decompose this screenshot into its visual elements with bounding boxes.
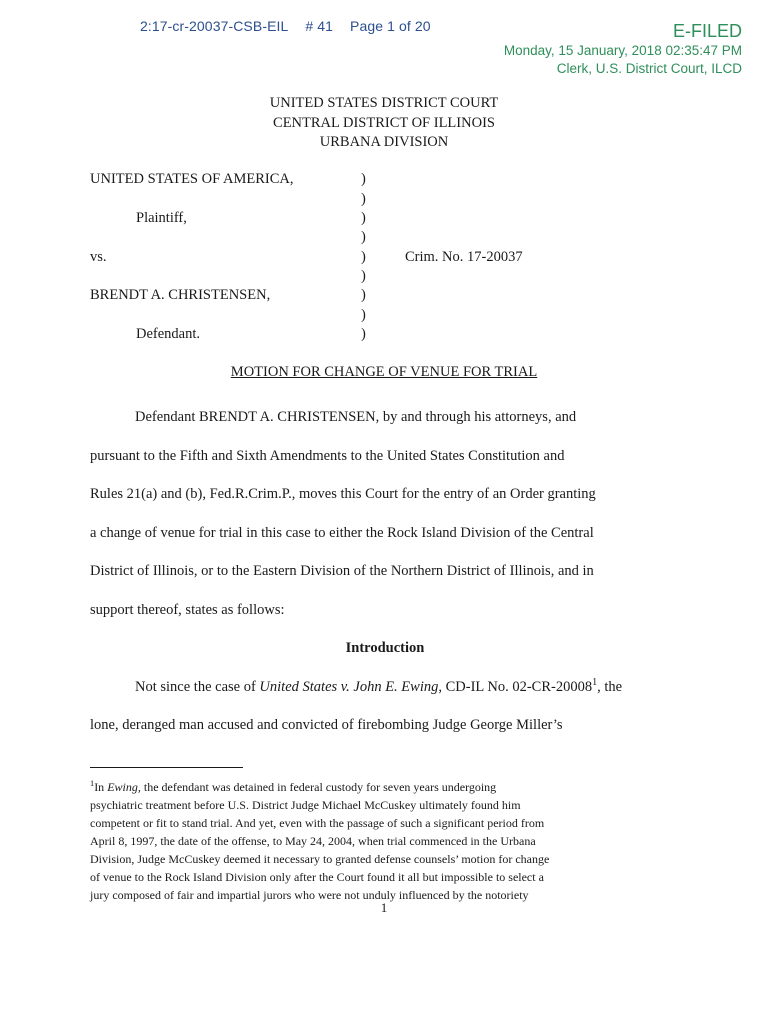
footnote-line: of venue to the Rock Island Division only after the Court found it all but impossible to select a xyxy=(90,870,544,884)
footnote-line: competent or fit to stand trial. And yet, even with the passage of such a significant period from xyxy=(90,816,545,830)
caption-paren: ) xyxy=(361,307,366,323)
plaintiff-role: Plaintiff, xyxy=(136,210,187,226)
page-indicator: Page 1 of 20 xyxy=(350,18,431,34)
motion-body xyxy=(90,398,680,745)
body-text-segment: CD-IL No. 02-CR-20008 xyxy=(441,678,593,695)
plaintiff-name: UNITED STATES OF AMERICA, xyxy=(90,171,294,187)
footnote-line: April 8, 1997, the date of the offense, to May 24, 2004, when trial commenced in the Urbana xyxy=(90,834,536,848)
footnote-divider xyxy=(90,767,243,768)
caption-paren: ) xyxy=(361,229,366,245)
efiled-stamp xyxy=(504,20,742,78)
footnote-text-segment: In xyxy=(94,780,108,794)
body-line xyxy=(90,668,680,707)
body-line: lone, deranged man accused and convicted of firebombing Judge George Miller’s xyxy=(90,717,563,733)
caption-paren: ) xyxy=(361,268,366,284)
body-line: support thereof, states as follows: xyxy=(90,601,285,618)
body-line: District of Illinois, or to the Eastern Division of the Northern District of Illinois, and in xyxy=(90,563,594,579)
caption-paren: ) xyxy=(361,326,366,342)
footnote-reference: 1 xyxy=(592,676,598,688)
body-line: a change of venue for trial in this case to either the Rock Island Division of the Central xyxy=(90,524,594,541)
case-citation: United States v. John E. Ewing, xyxy=(259,678,442,695)
footnote-line xyxy=(90,778,680,796)
court-name: UNITED STATES DISTRICT COURT xyxy=(269,95,499,111)
footnote-marker: 1 xyxy=(90,779,95,788)
efiled-title: E-FILED xyxy=(672,21,742,41)
caption-paren: ) xyxy=(361,249,366,265)
motion-title: MOTION FOR CHANGE OF VENUE FOR TRIAL xyxy=(230,364,538,380)
footnote-case-citation: Ewing, xyxy=(107,780,141,794)
defendant-name: BRENDT A. CHRISTENSEN, xyxy=(90,287,271,303)
defendant-role: Defendant. xyxy=(136,326,201,342)
footnote xyxy=(90,778,680,904)
caption-paren: ) xyxy=(361,287,366,303)
document-number: # 41 xyxy=(305,18,334,34)
footnote-line: jury composed of fair and impartial jurors who were not unduly influenced by the notoriety xyxy=(90,888,529,902)
court-heading xyxy=(0,94,768,153)
body-text-segment: Not since the case of xyxy=(135,678,260,695)
footnote-text-segment: the defendant was detained in federal custody for seven years undergoing xyxy=(140,780,497,794)
section-heading-introduction: Introduction xyxy=(345,640,425,656)
caption-paren: ) xyxy=(361,191,366,207)
page-number: 1 xyxy=(380,900,388,915)
body-line: Rules 21(a) and (b), Fed.R.Crim.P., moves this Court for the entry of an Order granting xyxy=(90,486,596,502)
court-division: URBANA DIVISION xyxy=(319,134,449,150)
body-text-segment: , the xyxy=(597,678,623,695)
filing-header xyxy=(140,18,444,34)
caption-paren: ) xyxy=(361,171,366,187)
body-line: pursuant to the Fifth and Sixth Amendments to the United States Constitution and xyxy=(90,447,565,464)
case-number-header: 2:17-cr-20037-CSB-EIL xyxy=(140,18,289,34)
court-district: CENTRAL DISTRICT OF ILLINOIS xyxy=(273,114,495,131)
efiled-clerk: Clerk, U.S. District Court, ILCD xyxy=(556,61,742,76)
caption-paren: ) xyxy=(361,210,366,226)
efiled-datetime: Monday, 15 January, 2018 02:35:47 PM xyxy=(503,43,742,58)
versus-label: vs. xyxy=(90,249,107,265)
body-line: Defendant BRENDT A. CHRISTENSEN, by and through his attorneys, and xyxy=(135,409,577,425)
criminal-case-number: Crim. No. 17-20037 xyxy=(405,249,523,265)
footnote-line: Division, Judge McCuskey deemed it necessary to granted defense counsels’ motion for change xyxy=(90,852,550,866)
footnote-line: psychiatric treatment before U.S. District Judge Michael McCuskey ultimately found him xyxy=(90,798,521,812)
